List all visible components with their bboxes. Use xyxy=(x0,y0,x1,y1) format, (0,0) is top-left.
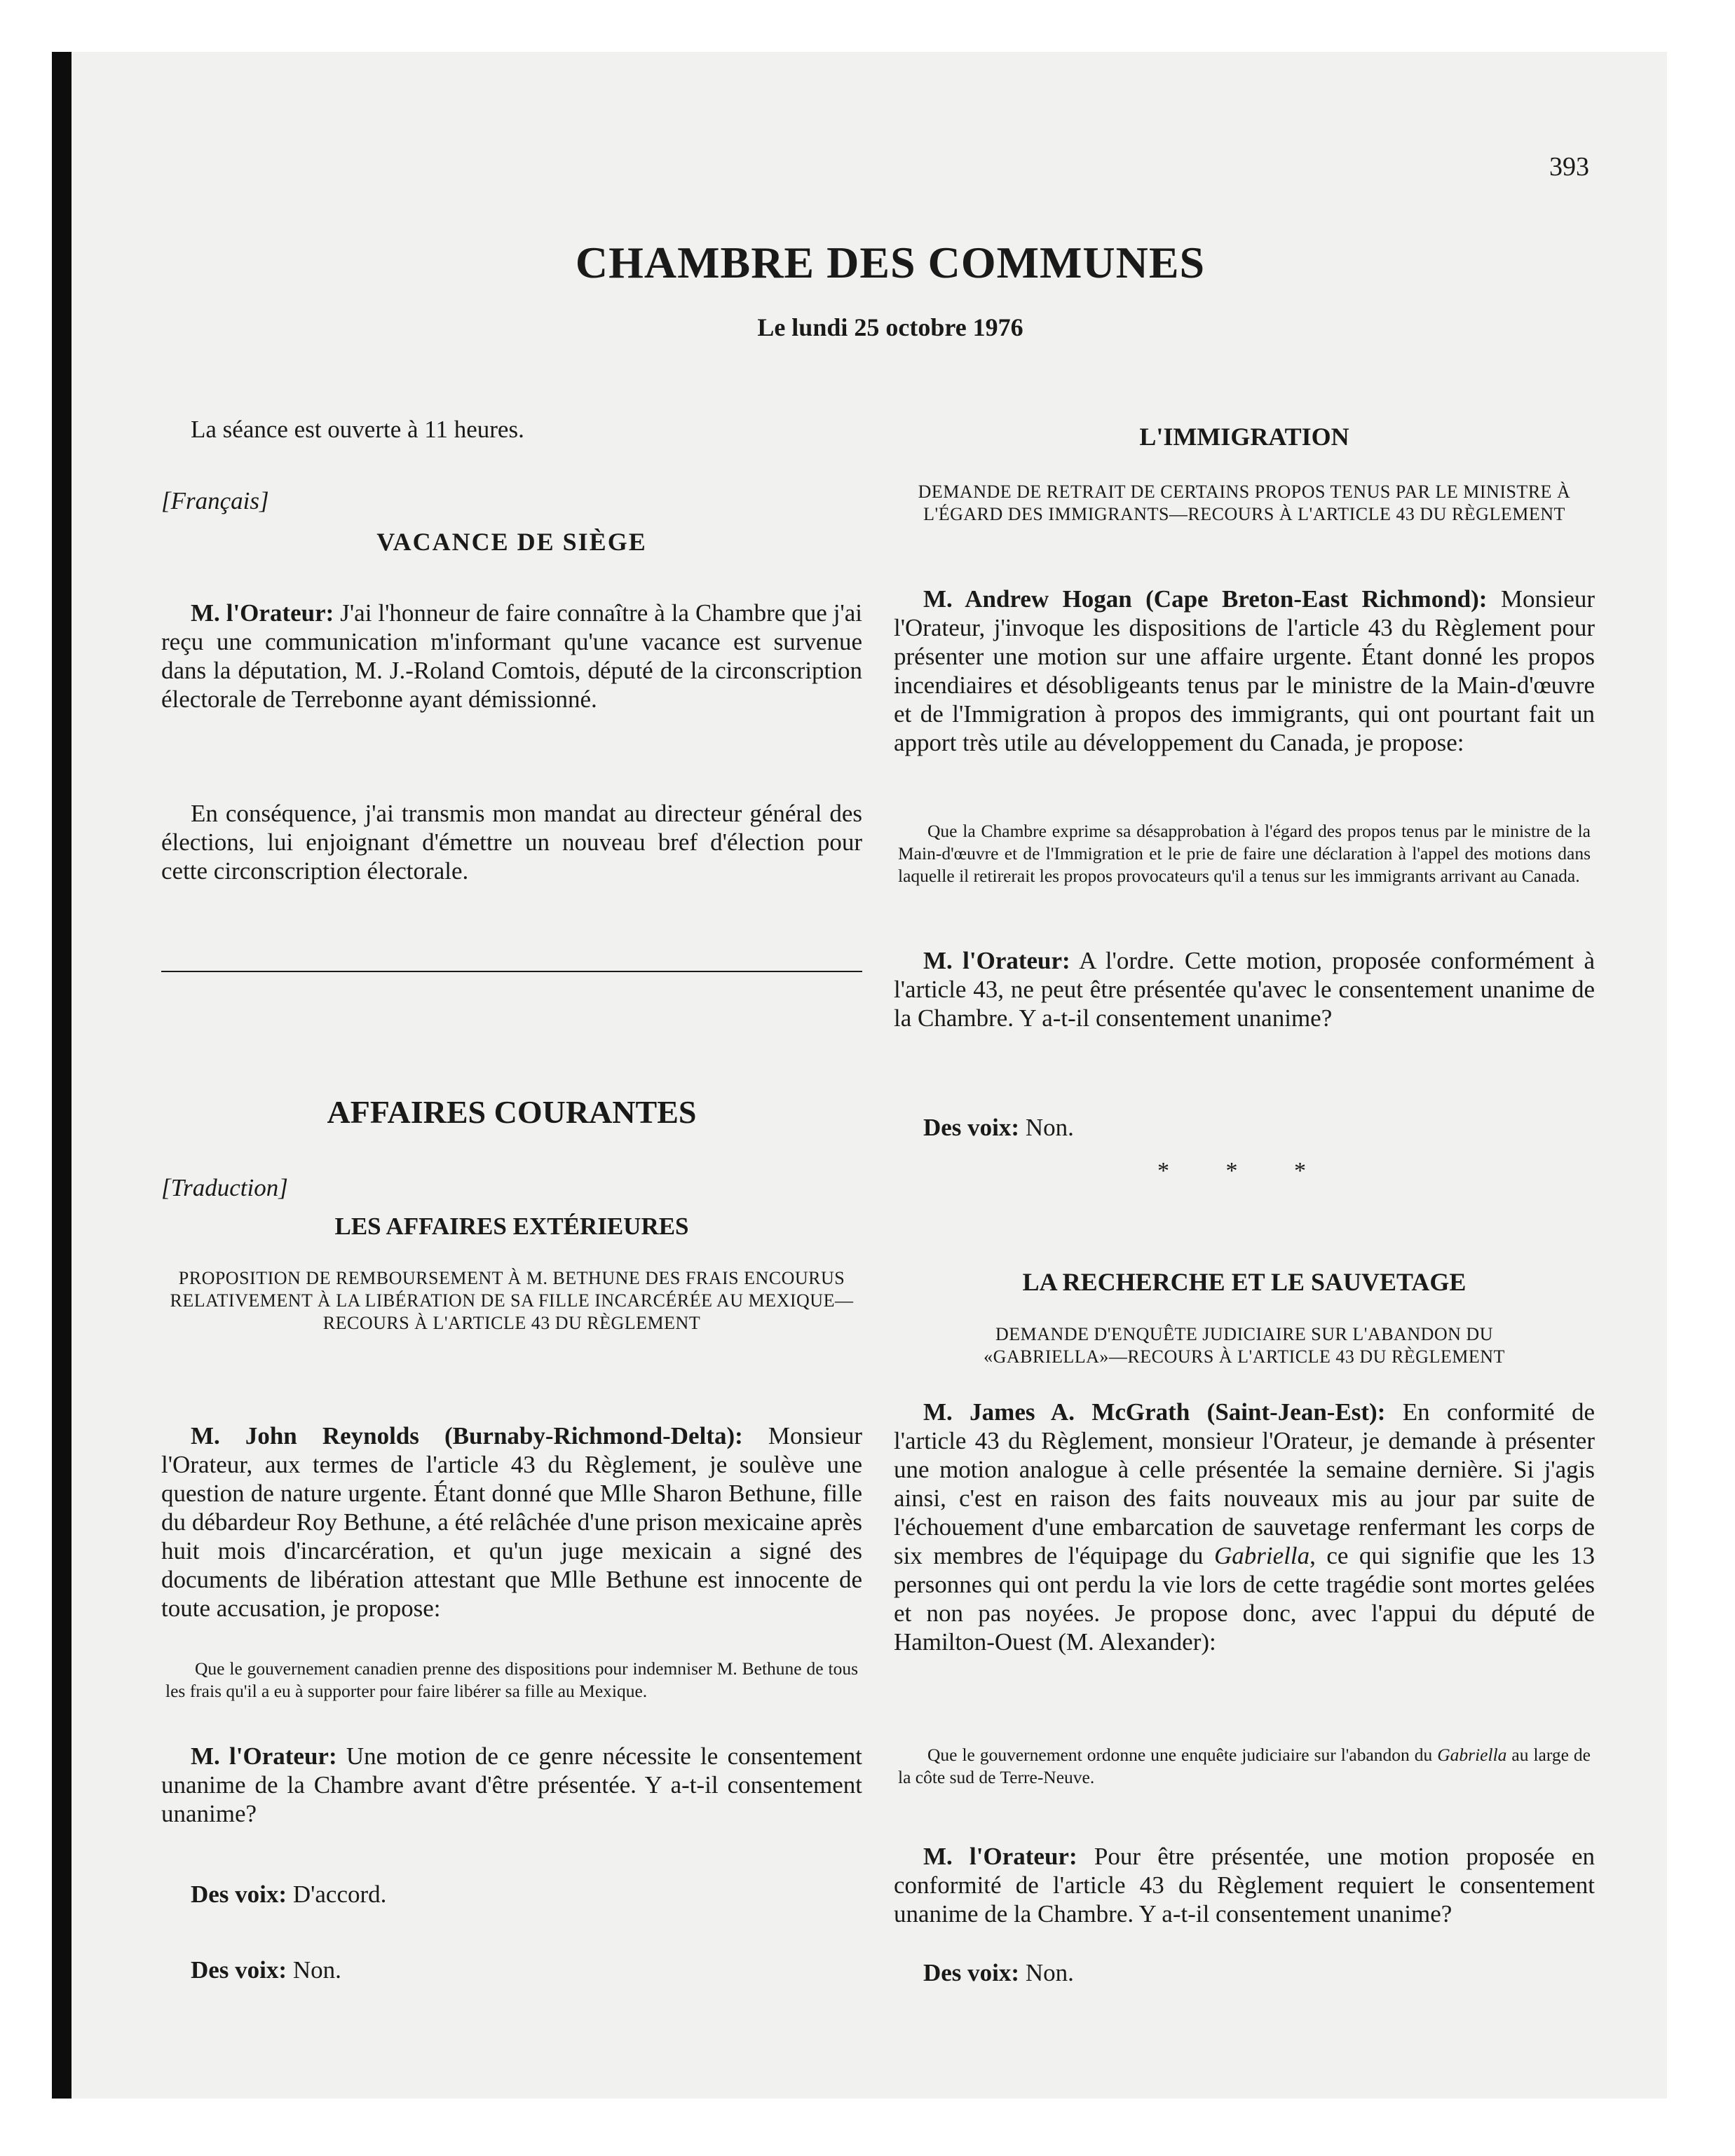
speaker-name: M. Andrew Hogan (Cape Breton-East Richmond): xyxy=(923,585,1488,613)
speech-orateur-1 xyxy=(894,946,1595,1032)
heading-immigration: L'IMMIGRATION xyxy=(1139,423,1349,451)
speech-vacance xyxy=(161,599,862,714)
speech-orateur xyxy=(161,1742,862,1828)
heading-vacance: VACANCE DE SIÈGE xyxy=(376,528,647,556)
motion-immigration: Que la Chambre exprime sa désapprobation à l'égard des propos tenus par le ministre de la Main-d'œuvre et de l'Immigration et le prie de faire une déclaration à l'appel des motions dans laquelle il retirerait les propos provocateurs qu'il a tenus sur les immigrants arrivant au Canada. xyxy=(898,821,1591,886)
section-divider xyxy=(161,971,862,972)
motion-bethune: Que le gouvernement canadien prenne des dispositions pour indemniser M. Bethune de tous les frais qu'il a eu à supporter pour faire libérer sa fille au Mexique. xyxy=(165,1658,858,1701)
opening-line: La séance est ouverte à 11 heures. xyxy=(191,416,524,443)
speaker-name: M. l'Orateur: xyxy=(191,599,334,627)
speech-text: Une motion de ce genre nécessite le consentement unanime de la Chambre avant d'être présentée. Y a-t-il consentement unanime? xyxy=(161,1742,862,1827)
speaker-name: M. John Reynolds (Burnaby-Richmond-Delta): xyxy=(191,1422,743,1449)
voices-no-2: Des voix: Non. xyxy=(923,1959,1074,1986)
speech-mcgrath: M. James A. McGrath (Saint-Jean-Est): En conformité de l'article 43 du Règlement, monsieur l'Orateur, je demande à présenter une motion analogue à celle présentée la semaine dernière. Si j'agis ainsi, c'est en raison des faits nouveaux mis au jour par suite de l'échouement d'une embarcation de sauvetage renfermant les corps de six membres de l'équipage du Gabriella, ce qui signifie que les 13 personnes qui ont perdu la vie lors de cette tragédie sont mortes gelées et non pas noyées. Je propose donc, avec l'appui du député de Hamilton-Ouest (M. Alexander): xyxy=(894,1398,1595,1656)
speaker-name: M. l'Orateur: xyxy=(923,1843,1077,1870)
speech-text: Monsieur l'Orateur, aux termes de l'article 43 du Règlement, je soulève une question de nature urgente. Étant donné que Mlle Sharon Bethune, fille du débardeur Roy Bethune, a été relâchée d'une prison mexicaine après huit mois d'incarcération, et qu'un juge mexicain a signé des documents de libération attestant que Mlle Bethune est innocente de toute accusation, je propose: xyxy=(161,1422,862,1622)
speaker-name: M. l'Orateur: xyxy=(923,947,1070,974)
translation-tag: [Traduction] xyxy=(161,1174,288,1201)
voices-no-1: Des voix: Non. xyxy=(923,1114,1074,1141)
ship-name: Gabriella xyxy=(1437,1745,1507,1765)
speech-vacance-cont: En conséquence, j'ai transmis mon mandat au directeur général des élections, lui enjoignant d'émettre un nouveau bref d'élection pour cette circonscription électorale. xyxy=(161,800,862,885)
speech-orateur-2 xyxy=(894,1842,1595,1928)
sitting-date: Le lundi 25 octobre 1976 xyxy=(757,313,1023,341)
heading-affaires-courantes: AFFAIRES COURANTES xyxy=(327,1094,697,1130)
speaker-name: M. l'Orateur: xyxy=(191,1742,337,1770)
scan-edge xyxy=(52,52,72,2099)
speech-reynolds xyxy=(161,1421,862,1623)
voices-agree: Des voix: D'accord. xyxy=(191,1881,387,1908)
subheading-immigration: DEMANDE DE RETRAIT DE CERTAINS PROPOS TENUS PAR LE MINISTRE À L'ÉGARD DES IMMIGRANTS—RECOURS À L'ARTICLE 43 DU RÈGLEMENT xyxy=(918,482,1571,524)
speech-hogan xyxy=(894,585,1595,757)
heading-affaires-exterieures: LES AFFAIRES EXTÉRIEURES xyxy=(334,1213,689,1240)
subheading-gabriella: DEMANDE D'ENQUÊTE JUDICIAIRE SUR L'ABANDON DU «GABRIELLA»—RECOURS À L'ARTICLE 43 DU RÈGLEMENT xyxy=(984,1324,1505,1367)
speech-text: J'ai l'honneur de faire connaître à la Chambre que j'ai reçu une communication m'informant qu'une vacance est survenue dans la députation, M. J.-Roland Comtois, député de la circonscription électorale de Terrebonne ayant démissionné. xyxy=(161,599,862,713)
page-title: CHAMBRE DES COMMUNES xyxy=(575,238,1206,287)
subheading-bethune: PROPOSITION DE REMBOURSEMENT À M. BETHUNE DES FRAIS ENCOURUS RELATIVEMENT À LA LIBÉRATION DE SA FILLE INCARCÉRÉE AU MEXIQUE—RECOURS À L'ARTICLE 43 DU RÈGLEMENT xyxy=(170,1268,854,1333)
voices-no: Des voix: Non. xyxy=(191,1956,341,1984)
language-tag: [Français] xyxy=(161,487,269,514)
motion-gabriella: Que le gouvernement ordonne une enquête judiciaire sur l'abandon du Gabriella au large de la côte sud de Terre-Neuve. xyxy=(898,1745,1591,1787)
ship-name: Gabriella xyxy=(1214,1542,1310,1569)
speech-text: A l'ordre. Cette motion, proposée conformément à l'article 43, ne peut être présentée qu'avec le consentement unanime de la Chambre. Y a-t-il consentement unanime? xyxy=(894,947,1595,1032)
speech-text: Pour être présentée, une motion proposée en conformité de l'article 43 du Règlement requiert le consentement unanime de la Chambre. Y a-t-il consentement unanime? xyxy=(894,1843,1595,1928)
speaker-name: M. James A. McGrath (Saint-Jean-Est): xyxy=(923,1398,1386,1426)
page-number: 393 xyxy=(1549,152,1589,182)
speech-text: Monsieur l'Orateur, j'invoque les dispositions de l'article 43 du Règlement pour présenter une motion sur une affaire urgente. Étant donné les propos incendiaires et désobligeants tenus par le ministre de la Main-d'œuvre et de l'Immigration à propos des immigrants, qui ont pourtant fait un apport très utile au développement du Canada, je propose: xyxy=(894,585,1595,756)
heading-recherche: LA RECHERCHE ET LE SAUVETAGE xyxy=(1022,1268,1467,1296)
section-separator-stars: * * * xyxy=(1157,1158,1331,1184)
